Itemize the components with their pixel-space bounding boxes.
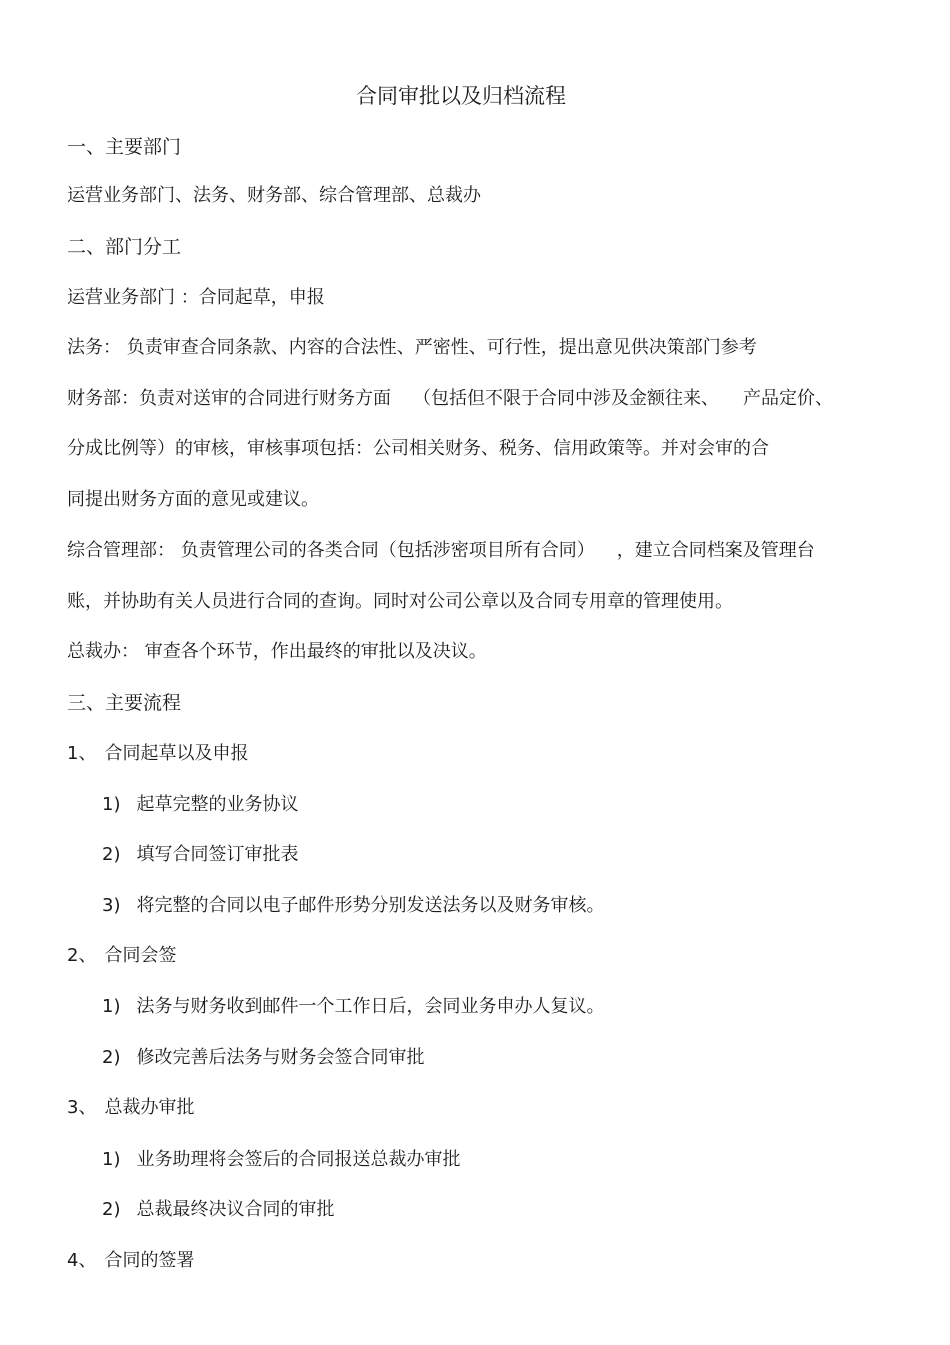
item-text: 填写合同签订审批表 [136,844,299,865]
item-text: 法务与财务收到邮件一个工作日后，会同业务申办人复议。 [136,996,605,1017]
step-3 [67,1096,194,1120]
item-text: 业务助理将会签后的合同报送总裁办审批 [136,1149,461,1170]
section-heading-process: 三、主要流程 [67,692,182,714]
step-label: 合同的签署 [104,1250,195,1271]
finance-line1-a: 财务部：负责对送审的合同进行财务方面 [67,388,391,409]
item-text: 起草完整的业务协议 [136,794,299,815]
step-1-item-3 [102,894,604,918]
step-1-item-2 [102,843,298,867]
division-legal: 法务： 负责审查合同条款、内容的合法性、严密性、可行性，提出意见供决策部门参考 [67,337,757,358]
section-heading-departments: 一、主要部门 [67,136,182,158]
item-text: 将完整的合同以电子邮件形势分别发送法务以及财务审核。 [136,895,605,916]
item-number: 3) [102,895,121,916]
step-number: 4、 [67,1250,97,1271]
step-label: 合同起草以及申报 [104,743,249,764]
division-finance-line2: 分成比例等）的审核，审核事项包括：公司相关财务、税务、信用政策等。并对会审的合 [67,438,769,459]
item-number: 1) [102,794,121,815]
admin-line1-a: 综合管理部： 负责管理公司的各类合同（包括涉密项目所有合同） [67,540,595,561]
item-number: 1) [102,996,121,1017]
division-finance-line3: 同提出财务方面的意见或建议。 [67,489,319,510]
item-number: 1) [102,1149,121,1170]
step-number: 1、 [67,743,97,764]
finance-line1-b: （包括但不限于合同中涉及金额往来、 [413,388,719,409]
step-number: 2、 [67,945,97,966]
departments-list: 运营业务部门、法务、财务部、综合管理部、总裁办 [67,185,481,206]
division-ops: 运营业务部门 ：合同起草，申报 [67,287,325,308]
step-1 [67,742,248,766]
admin-line1-b: ，建立合同档案及管理台 [616,540,815,561]
division-admin-line1 [67,539,815,563]
section-heading-division: 二、部门分工 [67,236,182,258]
step-label: 总裁办审批 [104,1097,195,1118]
item-number: 2) [102,1199,121,1220]
step-2-item-1 [102,995,604,1019]
step-1-item-1 [102,793,298,817]
step-2 [67,944,176,968]
finance-line1-c: 产品定价、 [743,388,833,409]
item-number: 2) [102,844,121,865]
item-text: 修改完善后法务与财务会签合同审批 [136,1047,425,1068]
step-label: 合同会签 [104,945,177,966]
step-3-item-2 [102,1198,334,1222]
item-number: 2) [102,1047,121,1068]
division-admin-line2: 账，并协助有关人员进行合同的查询。同时对公司公章以及合同专用章的管理使用。 [67,591,733,612]
division-ceo: 总裁办： 审查各个环节，作出最终的审批以及决议。 [67,641,487,662]
step-4 [67,1249,194,1273]
step-2-item-2 [102,1046,424,1070]
item-text: 总裁最终决议合同的审批 [136,1199,335,1220]
division-finance-line1 [67,387,833,411]
step-3-item-1 [102,1148,460,1172]
page-title: 合同审批以及归档流程 [356,84,566,108]
step-number: 3、 [67,1097,97,1118]
